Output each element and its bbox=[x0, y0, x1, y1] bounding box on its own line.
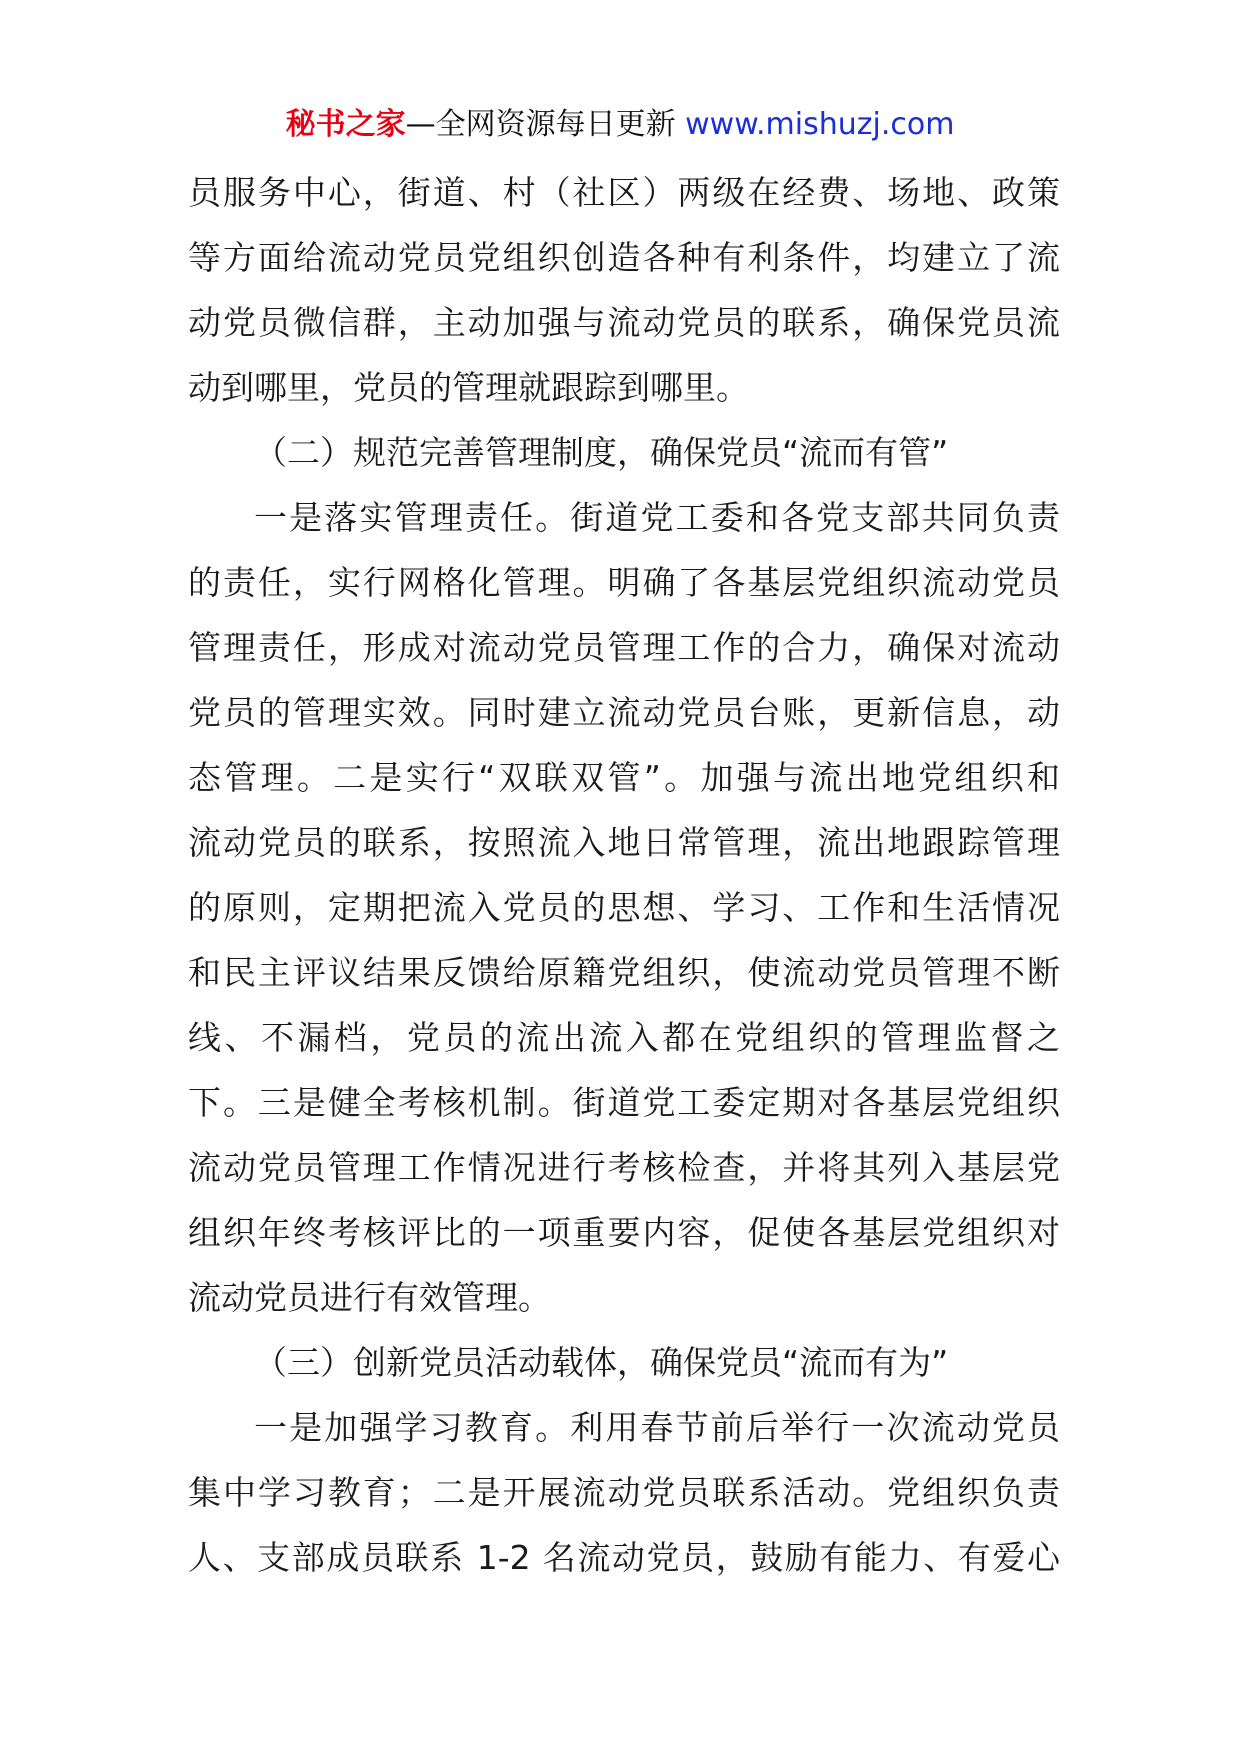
text-line: 人、支部成员联系 1-2 名流动党员，鼓励有能力、有爱心 bbox=[188, 1538, 1060, 1577]
text-line: 管理责任，形成对流动党员管理工作的合力，确保对流动 bbox=[188, 628, 1060, 667]
text-line: 员服务中心，街道、村（社区）两级在经费、场地、政策 bbox=[188, 173, 1060, 212]
text-line: 一是落实管理责任。街道党工委和各党支部共同负责 bbox=[254, 498, 1060, 537]
text-line: 态管理。二是实行“双联双管”。加强与流出地党组织和 bbox=[188, 758, 1060, 797]
text-line: 流动党员进行有效管理。 bbox=[188, 1278, 551, 1317]
header-slogan: —全网资源每日更新 bbox=[405, 107, 686, 142]
section-heading: （三）创新党员活动载体，确保党员“流而有为” bbox=[254, 1343, 949, 1382]
text-line: 的原则，定期把流入党员的思想、学习、工作和生活情况 bbox=[188, 888, 1060, 927]
text-line: 流动党员的联系，按照流入地日常管理，流出地跟踪管理 bbox=[188, 823, 1060, 862]
text-line: 线、不漏档，党员的流出流入都在党组织的管理监督之 bbox=[188, 1018, 1060, 1057]
text-line: 等方面给流动党员党组织创造各种有利条件，均建立了流 bbox=[188, 238, 1060, 277]
text-line: 集中学习教育；二是开展流动党员联系活动。党组织负责 bbox=[188, 1473, 1060, 1512]
brand-name: 秘书之家 bbox=[285, 107, 406, 142]
text-line: 和民主评议结果反馈给原籍党组织，使流动党员管理不断 bbox=[188, 953, 1060, 992]
text-line: 动到哪里，党员的管理就跟踪到哪里。 bbox=[188, 368, 749, 407]
text-line: 下。三是健全考核机制。街道党工委定期对各基层党组织 bbox=[188, 1083, 1060, 1122]
text-line: 动党员微信群，主动加强与流动党员的联系，确保党员流 bbox=[188, 303, 1060, 342]
page-header bbox=[0, 100, 1240, 150]
text-line: 党员的管理实效。同时建立流动党员台账，更新信息，动 bbox=[188, 693, 1060, 732]
document-body bbox=[188, 160, 1060, 1590]
text-line: 的责任，实行网格化管理。明确了各基层党组织流动党员 bbox=[188, 563, 1060, 602]
section-heading: （二）规范完善管理制度，确保党员“流而有管” bbox=[254, 433, 949, 472]
text-line: 组织年终考核评比的一项重要内容，促使各基层党组织对 bbox=[188, 1213, 1060, 1252]
site-url[interactable]: www.mishuzj.com bbox=[685, 107, 955, 142]
text-line: 流动党员管理工作情况进行考核检查，并将其列入基层党 bbox=[188, 1148, 1060, 1187]
text-line: 一是加强学习教育。利用春节前后举行一次流动党员 bbox=[254, 1408, 1060, 1447]
